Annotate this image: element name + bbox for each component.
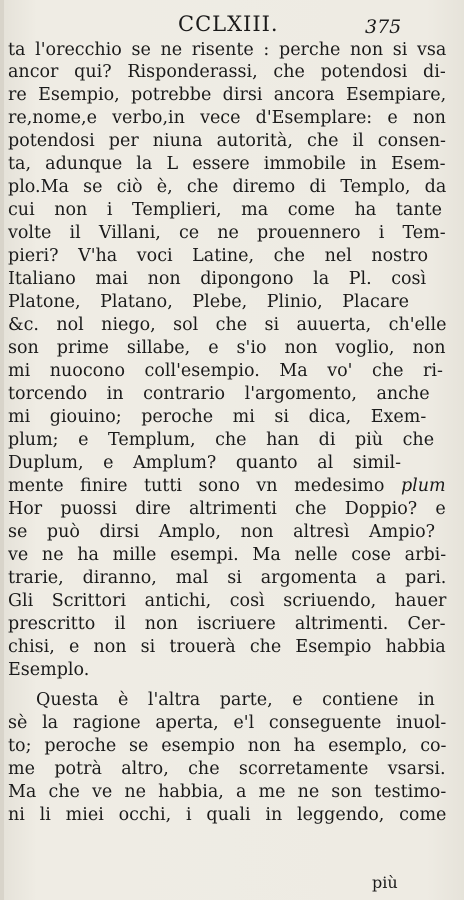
text-line — [8, 474, 446, 498]
paragraph-start-line: Questa è l'altra parte, e contiene in — [36, 690, 435, 710]
text-line: ve ne ha mille esempi. Ma nelle cose arbi- — [8, 545, 447, 565]
text-line: cui non i Templieri, ma come ha tante — [8, 200, 442, 220]
text-line: sè la ragione aperta, e'l conseguente inuol- — [8, 713, 447, 733]
text-line: mi giouino; peroche mi si dica, Exem- — [8, 407, 427, 427]
text-line: volte il Villani, ce ne prouennero i Tem- — [8, 223, 446, 243]
text-line: ta l'orecchio se ne risente : perche non si vsa — [8, 40, 447, 60]
text-line: plum; e Templum, che han di più che — [8, 430, 435, 450]
italic-word: plum — [400, 476, 446, 496]
text-line: chisi, e non si trouerà che Esempio habbia — [8, 637, 446, 657]
text-line: me potrà altro, che scorretamente vsarsi. — [8, 759, 446, 779]
text-line: Italiano mai non dipongono la Pl. così — [8, 269, 427, 289]
text-line: Esemplo. — [8, 660, 90, 680]
text-line: &c. nol niego, sol che si auuerta, ch'elle — [8, 315, 447, 335]
text-line: se può dirsi Amplo, non altresì Ampio? — [8, 522, 435, 542]
text-line: Ma che ve ne habbia, a me ne son testimo- — [8, 782, 447, 802]
text-line: prescritto il non iscriuere altrimenti. Cer- — [8, 614, 446, 634]
text-line: Platone, Platano, Plebe, Plinio, Placare — [8, 292, 410, 312]
text-line-span: mente finire tutti sono vn medesimo — [8, 476, 385, 496]
text-line: torcendo in contrario l'argomento, anche — [8, 384, 430, 404]
text-line: Duplum, e Amplum? quanto al simil- — [8, 453, 402, 473]
text-line: ancor qui? Risponderassi, che potendosi di- — [8, 62, 446, 82]
page-number: 375 — [365, 16, 402, 38]
text-line: potendosi per niuna autorità, che il consen- — [8, 131, 446, 151]
text-line: son prime sillabe, e s'io non voglio, non — [8, 338, 446, 358]
text-line: to; peroche se esempio non ha esemplo, co- — [8, 736, 447, 756]
running-head: CCLXIII. — [178, 12, 279, 36]
text-line: plo.Ma se ciò è, che diremo di Templo, da — [8, 177, 447, 197]
text-line: pieri? V'ha voci Latine, che nel nostro — [8, 246, 429, 266]
text-line: ta, adunque la L essere immobile in Esem- — [8, 154, 446, 174]
text-line: mi nuocono coll'esempio. Ma vo' che ri- — [8, 361, 443, 381]
text-line: ni li miei occhi, i quali in leggendo, come — [8, 805, 447, 825]
page-gutter-edge — [0, 0, 4, 900]
catchword: più — [372, 873, 398, 892]
text-line: Hor puossi dire altrimenti che Doppio? e — [8, 499, 446, 519]
text-line: Gli Scrittori antichi, così scriuendo, hauer — [8, 591, 447, 611]
text-line: re Esempio, potrebbe dirsi ancora Esempiare, — [8, 85, 447, 105]
text-line: re,nome,e verbo,in vece d'Esemplare: e non — [8, 108, 446, 128]
text-line: trarie, diranno, mal si argomenta a pari. — [8, 568, 447, 588]
